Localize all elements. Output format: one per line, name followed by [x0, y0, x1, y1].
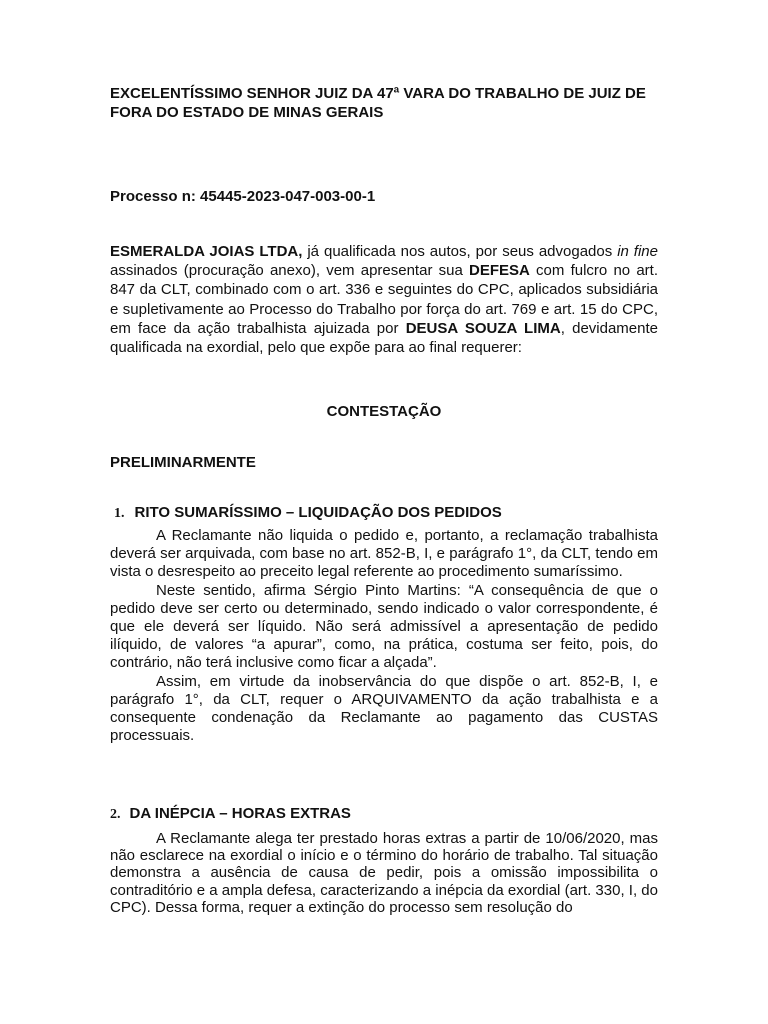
intro-text-1: já qualificada nos autos, por seus advogados — [302, 243, 618, 260]
intro-italic: in fine — [617, 243, 658, 260]
section-1-paragraph-1: A Reclamante não liquida o pedido e, portanto, a reclamação trabalhista deverá ser arquivada, com base no art. 852-B, I, e parágrafo 1°, da CLT, tendo em vista o desrespeito ao preceito legal referente ao procedimento sumaríssimo. — [110, 527, 658, 581]
court-address-heading: EXCELENTÍSSIMO SENHOR JUIZ DA 47ª VARA DO TRABALHO DE JUIZ DE FORA DO ESTADO DE MINAS GERAIS — [110, 85, 646, 121]
section-1-number: 1. — [114, 506, 125, 521]
intro-text-3: com fulcro no art. 847 da CLT, combinado com o art. 336 e seguintes do CPC, aplicados subsidiária e supletivamente ao Processo do Trabalho por força do art. 769 e art. 15 do CPC, em face da ação trabalhista ajuizada por — [110, 262, 659, 337]
defendant-name: ESMERALDA JOIAS LTDA, — [110, 243, 303, 260]
defense-keyword: DEFESA — [469, 262, 530, 280]
process-number: Processo n: 45445-2023-047-003-00-1 — [110, 188, 376, 205]
intro-text-4: , devidamente qualificada na exordial, pelo que expõe para ao final requerer: — [110, 319, 658, 357]
section-2-paragraph-1: A Reclamante alega ter prestado horas extras a partir de 10/06/2020, mas não esclarece na exordial o início e o término do horário de trabalho. Tal situação demonstra a ausência de causa de pedir, pois a omissão impossibilita o contraditório e a ampla defesa, caracterizando a inépcia da exordial (art. 330, I, do CPC). Dessa forma, requer a extinção do processo sem resolução do — [110, 830, 658, 916]
section-2-number: 2. — [110, 807, 121, 822]
intro-paragraph — [110, 242, 658, 357]
section-2-title: DA INÉPCIA – HORAS EXTRAS — [129, 805, 351, 822]
section-1-paragraph-3: Assim, em virtude da inobservância do que dispõe o art. 852-B, I, e parágrafo 1°, da CLT, requer o ARQUIVAMENTO da ação trabalhista e a consequente condenação da Reclamante ao pagamento das CUSTAS processuais. — [110, 672, 658, 745]
claimant-name: DEUSA SOUZA LIMA — [405, 319, 561, 337]
contestacao-heading: CONTESTAÇÃO — [326, 403, 442, 420]
preliminary-heading: PRELIMINARMENTE — [110, 454, 256, 471]
section-1-paragraph-2: Neste sentido, afirma Sérgio Pinto Martins: “A consequência de que o pedido deve ser certo ou determinado, sendo indicado o valor correspondente, é que ele deverá ser líquido. Não será admissível a apresentação de pedido ilíquido, de valores “a apurar”, como, na prática, costuma ser feito, pois, do contrário, não terá inclusive como ficar a alçada”. — [110, 581, 658, 672]
intro-text-2: assinados (procuração anexo), vem apresentar sua — [110, 262, 470, 280]
section-2-heading — [110, 805, 658, 823]
section-1-heading — [110, 504, 658, 522]
section-2-body — [110, 830, 658, 916]
section-1-body — [110, 527, 658, 745]
section-1-title: RITO SUMARÍSSIMO – LIQUIDAÇÃO DOS PEDIDOS — [134, 504, 502, 521]
